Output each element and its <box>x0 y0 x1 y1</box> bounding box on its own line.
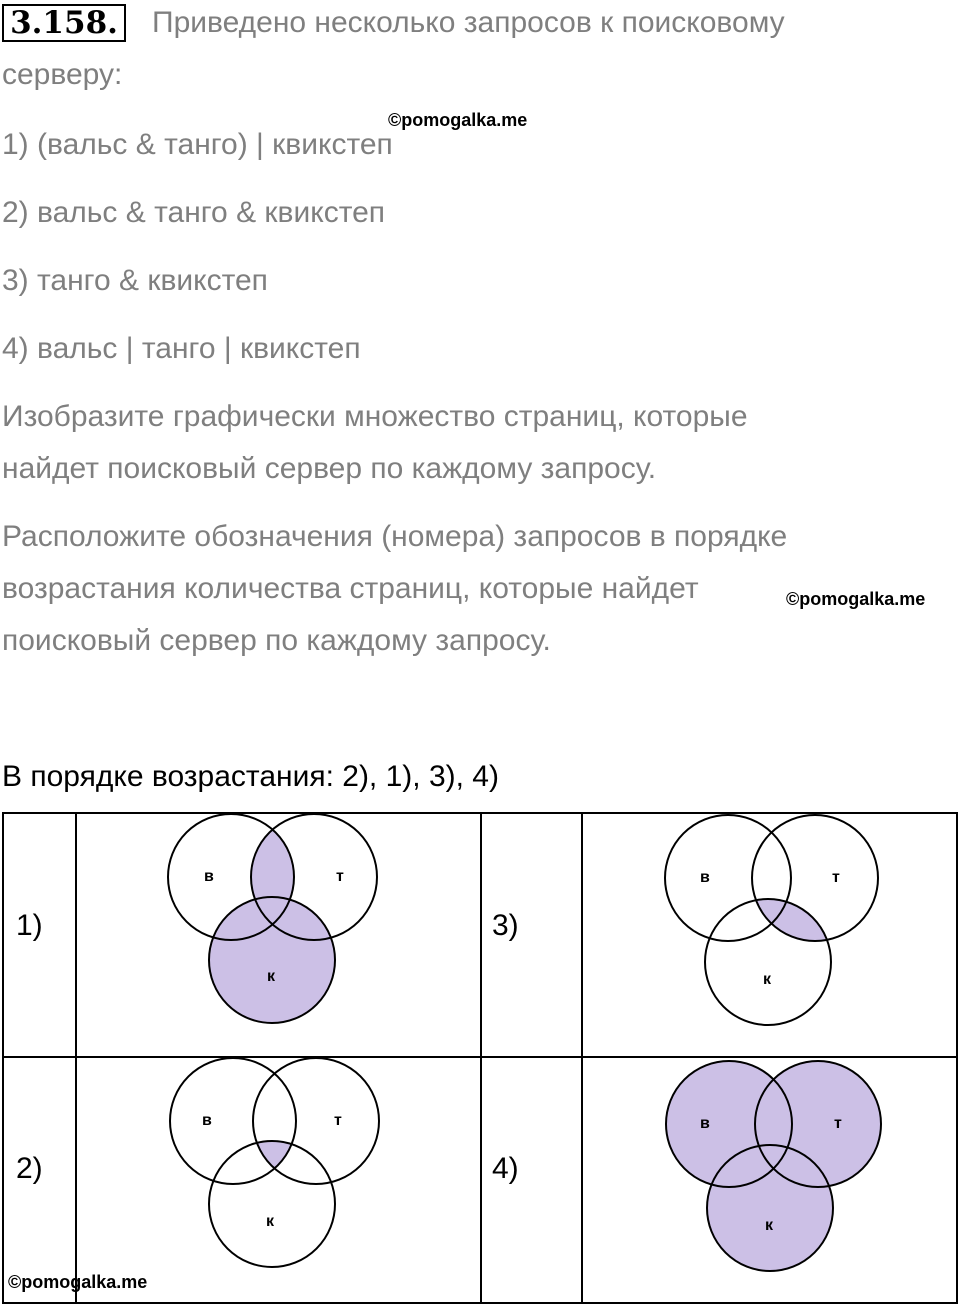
query-4: 4) вальс | танго | квикстеп <box>2 332 361 365</box>
intro-line-2: серверу: <box>2 58 123 91</box>
venn-circle <box>665 815 791 941</box>
table-divider <box>480 814 482 1302</box>
query-2: 2) вальс & танго & квикстеп <box>2 196 386 229</box>
cell-label-4: 4) <box>492 1152 519 1185</box>
venn-label-k: к <box>765 1217 774 1234</box>
venn-label-k: к <box>266 1213 275 1230</box>
task2-line-3: поисковый сервер по каждому запросу. <box>2 624 551 657</box>
problem-number: 3.158. <box>2 4 126 42</box>
venn-circle <box>170 1058 296 1184</box>
venn-label-t: т <box>334 1112 342 1129</box>
table-divider <box>75 814 77 1302</box>
venn-label-v: в <box>700 1115 710 1132</box>
venn-label-v: в <box>204 868 214 885</box>
cell-label-1: 1) <box>16 909 43 942</box>
watermark-bottom: ©pomogalka.me <box>8 1272 148 1292</box>
venn-diagram-3 <box>650 814 910 1054</box>
venn-diagram-2 <box>154 1058 414 1298</box>
table-divider <box>581 814 583 1302</box>
cell-label-2: 2) <box>16 1152 43 1185</box>
venn-diagram-1 <box>154 814 414 1054</box>
watermark-middle: ©pomogalka.me <box>786 589 926 609</box>
answer-line: В порядке возрастания: 2), 1), 3), 4) <box>2 760 499 793</box>
task1-line-1: Изобразите графически множество страниц, которые <box>2 400 748 433</box>
task1-line-2: найдет поисковый сервер по каждому запросу. <box>2 452 657 485</box>
intro-line-1: Приведено несколько запросов к поисковому <box>152 6 785 39</box>
task2-line-2: возрастания количества страниц, которые найдет <box>2 572 699 605</box>
venn-label-k: к <box>763 971 772 988</box>
venn-diagram-4 <box>650 1058 910 1298</box>
venn-label-t: т <box>834 1115 842 1132</box>
venn-label-v: в <box>202 1112 212 1129</box>
venn-table <box>2 812 958 1304</box>
venn-label-v: в <box>700 869 710 886</box>
query-3: 3) танго & квикстеп <box>2 264 268 297</box>
venn-circle <box>253 1058 379 1184</box>
venn-label-t: т <box>832 869 840 886</box>
watermark-top: ©pomogalka.me <box>388 110 528 130</box>
cell-label-3: 3) <box>492 909 519 942</box>
venn-label-t: т <box>336 868 344 885</box>
task2-line-1: Расположите обозначения (номера) запросов в порядке <box>2 520 788 553</box>
venn-label-k: к <box>267 968 276 985</box>
query-1: 1) (вальс & танго) | квикстеп <box>2 128 393 161</box>
